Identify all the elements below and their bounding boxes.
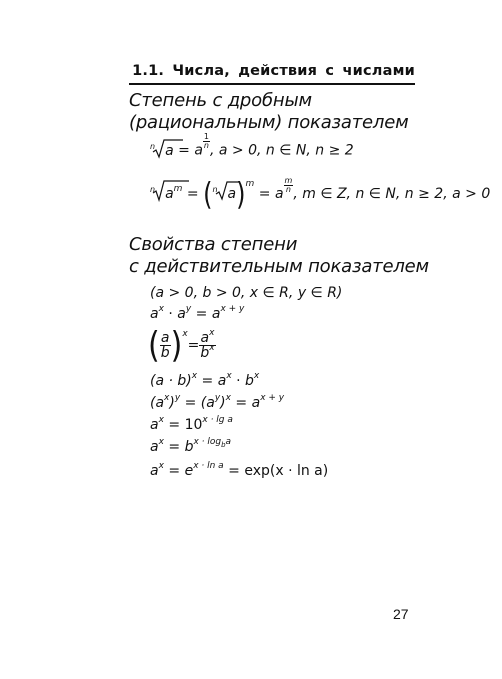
property-natural-exp: $a^x = e^{x \cdot ln a} = \exp(x \cdot \ln a)$ <box>150 461 329 479</box>
rational-exponent-mn: $\frac{m}{n}$ <box>284 175 293 194</box>
property-change-base: $a^x = b^{x \cdot log_ba}$ <box>150 437 232 455</box>
section1-heading-line1: Степень с дробным <box>129 90 312 111</box>
radicand: a <box>165 142 174 159</box>
formula1-condition: , a > 0, n ∈ N, n ≥ 2 <box>210 142 354 159</box>
property-quotient-power: ( $\frac{a}{b}$ )$^x$= $\frac{a^x}{b^x}$ <box>148 324 215 367</box>
root-index: n <box>150 141 156 151</box>
formula-root-definition: $^n$ a = a $\frac{1}{n}$ , a > 0, n ∈ N, n ≥ 2 <box>150 132 354 159</box>
property-product-same-base: $a^x \cdot a^y = a^{x + y}$ <box>150 304 245 322</box>
formula2-condition: , m ∈ Z, n ∈ N, n ≥ 2, a > 0 <box>293 186 491 202</box>
rhs-base: a <box>194 142 203 159</box>
section1-heading <box>129 90 408 134</box>
rational-exponent: $\frac{1}{n}$ <box>203 132 209 150</box>
header-rule <box>129 83 415 85</box>
section-header: 1.1. Числа, действия с числами <box>132 63 415 79</box>
section2-heading-line1: Свойства степени <box>129 234 298 255</box>
section2-heading <box>129 234 429 278</box>
page-number: 27 <box>393 606 409 622</box>
properties-conditions: (a > 0, b > 0, x ∈ R, y ∈ R) <box>150 285 343 301</box>
property-power-of-power: $(a^x)^y = (a^y)^x = a^{x + y}$ <box>150 393 285 411</box>
property-base-ten: $a^x = 10^{x \cdot lg a}$ <box>150 415 233 433</box>
section1-heading-line2: (рациональным) показателем <box>129 112 409 133</box>
formula-root-power: $^n$ $a^m = (^n$ a)$^m$ = a $\frac{m}{n}$ , m ∈ Z, n ∈ N, n ≥ 2, a > 0 <box>150 175 491 213</box>
section2-heading-line2: с действительным показателем <box>129 256 429 277</box>
property-product-power: $(a \cdot b)^x = a^x \cdot b^x$ <box>150 371 260 389</box>
